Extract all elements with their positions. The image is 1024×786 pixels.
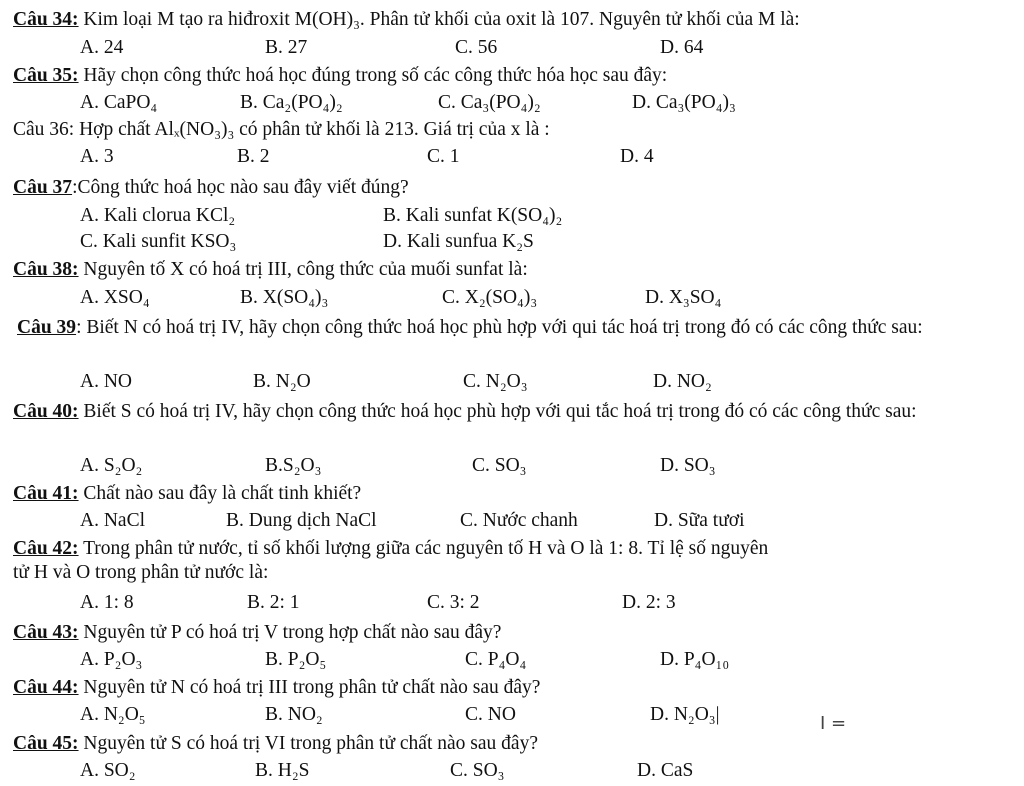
question-number: Câu 38:: [13, 259, 79, 280]
option-d: D. X₃SO₄: [645, 287, 722, 308]
option-a: A. CaPO₄: [80, 92, 158, 113]
option-a: A. N₂O₅: [80, 704, 146, 725]
question-text: Biết S có hoá trị IV, hãy chọn công thức hoá học phù hợp với qui tắc hoá trị trong đó có các công thức sau:: [78, 401, 917, 422]
option-d: D. NO₂: [653, 371, 712, 392]
option-c: C. Kali sunfit KSO₃: [80, 231, 237, 252]
option-d: D. SO₃: [660, 455, 716, 476]
question-number: Câu 45:: [13, 733, 79, 754]
option-a: A. NO: [80, 371, 132, 392]
option-a: A. Kali clorua KCl₂: [80, 205, 236, 226]
option-c: C. Ca₃(PO₄)₂: [438, 92, 541, 113]
option-b: B. 2: [237, 146, 270, 167]
option-b: B. H₂S: [255, 760, 310, 781]
question-38: [13, 258, 528, 282]
option-d: D. Kali sunfua K₂S: [383, 231, 534, 252]
question-text: : Biết N có hoá trị IV, hãy chọn công thức hoá học phù hợp với qui tác hoá trị trong đó có các công thức sau:: [76, 317, 923, 338]
question-34: [13, 8, 800, 32]
question-text: Trong phân tử nước, tỉ số khối lượng giữa các nguyên tố H và O là 1: 8. Tỉ lệ số nguyên tử H và O trong phân tử nước là:: [13, 538, 769, 583]
option-b: B. X(SO₄)₃: [240, 287, 329, 308]
question-41: [13, 482, 361, 506]
question-39: [17, 316, 997, 340]
option-c: C. SO₃: [472, 455, 527, 476]
question-number: Câu 40:: [13, 401, 79, 422]
question-text: :Công thức hoá học nào sau đây viết đúng?: [72, 177, 409, 198]
option-a: A. 3: [80, 146, 114, 167]
option-c: C. Nước chanh: [460, 510, 578, 531]
option-a: A. XSO₄: [80, 287, 150, 308]
option-d: D. 64: [660, 37, 704, 58]
question-number: Câu 41:: [13, 483, 79, 504]
question-35: [13, 64, 667, 88]
question-37: [13, 176, 409, 200]
option-b: B.S₂O₃: [265, 455, 322, 476]
option-d: D. Ca₃(PO₄)₃: [632, 92, 736, 113]
option-b: B. NO₂: [265, 704, 323, 725]
option-c: C. 1: [427, 146, 460, 167]
question-number: Câu 42:: [13, 538, 79, 559]
option-d: D. 4: [620, 146, 654, 167]
question-number: Câu 35:: [13, 65, 79, 86]
option-c: C. 3: 2: [427, 592, 480, 613]
option-c: C. X₂(SO₄)₃: [442, 287, 538, 308]
question-36: [13, 118, 550, 142]
question-number: Câu 37: [13, 177, 73, 198]
question-number: Câu 34:: [13, 9, 79, 30]
question-44: [13, 676, 540, 700]
option-b: B. 27: [265, 37, 308, 58]
option-d: D. P₄O₁₀: [660, 649, 730, 670]
option-a: A. NaCl: [80, 510, 145, 531]
question-number: Câu 43:: [13, 622, 79, 643]
question-text: Câu 36: Hợp chất Alₓ(NO₃)₃ có phân tử khối là 213. Giá trị của x là :: [13, 119, 550, 140]
option-c: C. 56: [455, 37, 498, 58]
question-text: Nguyên tử P có hoá trị V trong hợp chất nào sau đây?: [78, 622, 502, 643]
question-text: Kim loại M tạo ra hiđroxit M(OH)₃. Phân tử khối của oxit là 107. Nguyên tử khối của M là:: [78, 9, 800, 30]
option-d: D. CaS: [637, 760, 694, 781]
option-a: A. SO₂: [80, 760, 136, 781]
option-c: C. N₂O₃: [463, 371, 528, 392]
option-d: D. 2: 3: [622, 592, 676, 613]
question-text: Chất nào sau đây là chất tinh khiết?: [78, 483, 362, 504]
option-a: A. S₂O₂: [80, 455, 143, 476]
option-b: B. 2: 1: [247, 592, 300, 613]
option-a: A. 1: 8: [80, 592, 134, 613]
question-42: [13, 537, 773, 585]
option-d: D. Sữa tươi: [654, 510, 745, 531]
option-c: C. NO: [465, 704, 516, 725]
question-text: Hãy chọn công thức hoá học đúng trong số các công thức hóa học sau đây:: [78, 65, 668, 86]
text-cursor-icon: I =: [820, 713, 847, 734]
question-number: Câu 39: [17, 317, 77, 338]
option-a: A. P₂O₃: [80, 649, 143, 670]
question-text: Nguyên tố X có hoá trị III, công thức của muối sunfat là:: [78, 259, 528, 280]
question-43: [13, 621, 501, 645]
option-c: C. SO₃: [450, 760, 505, 781]
option-d: D. N₂O₃|: [650, 704, 720, 725]
option-b: B. Kali sunfat K(SO₄)₂: [383, 205, 563, 226]
question-text: Nguyên tử N có hoá trị III trong phân tử chất nào sau đây?: [78, 677, 541, 698]
option-b: B. Dung dịch NaCl: [226, 510, 377, 531]
question-text: Nguyên tử S có hoá trị VI trong phân tử chất nào sau đây?: [78, 733, 538, 754]
option-b: B. Ca₂(PO₄)₂: [240, 92, 343, 113]
option-c: C. P₄O₄: [465, 649, 527, 670]
question-number: Câu 44:: [13, 677, 79, 698]
question-45: [13, 732, 538, 756]
option-a: A. 24: [80, 37, 124, 58]
question-40: [13, 400, 993, 424]
option-b: B. N₂O: [253, 371, 311, 392]
option-b: B. P₂O₅: [265, 649, 327, 670]
